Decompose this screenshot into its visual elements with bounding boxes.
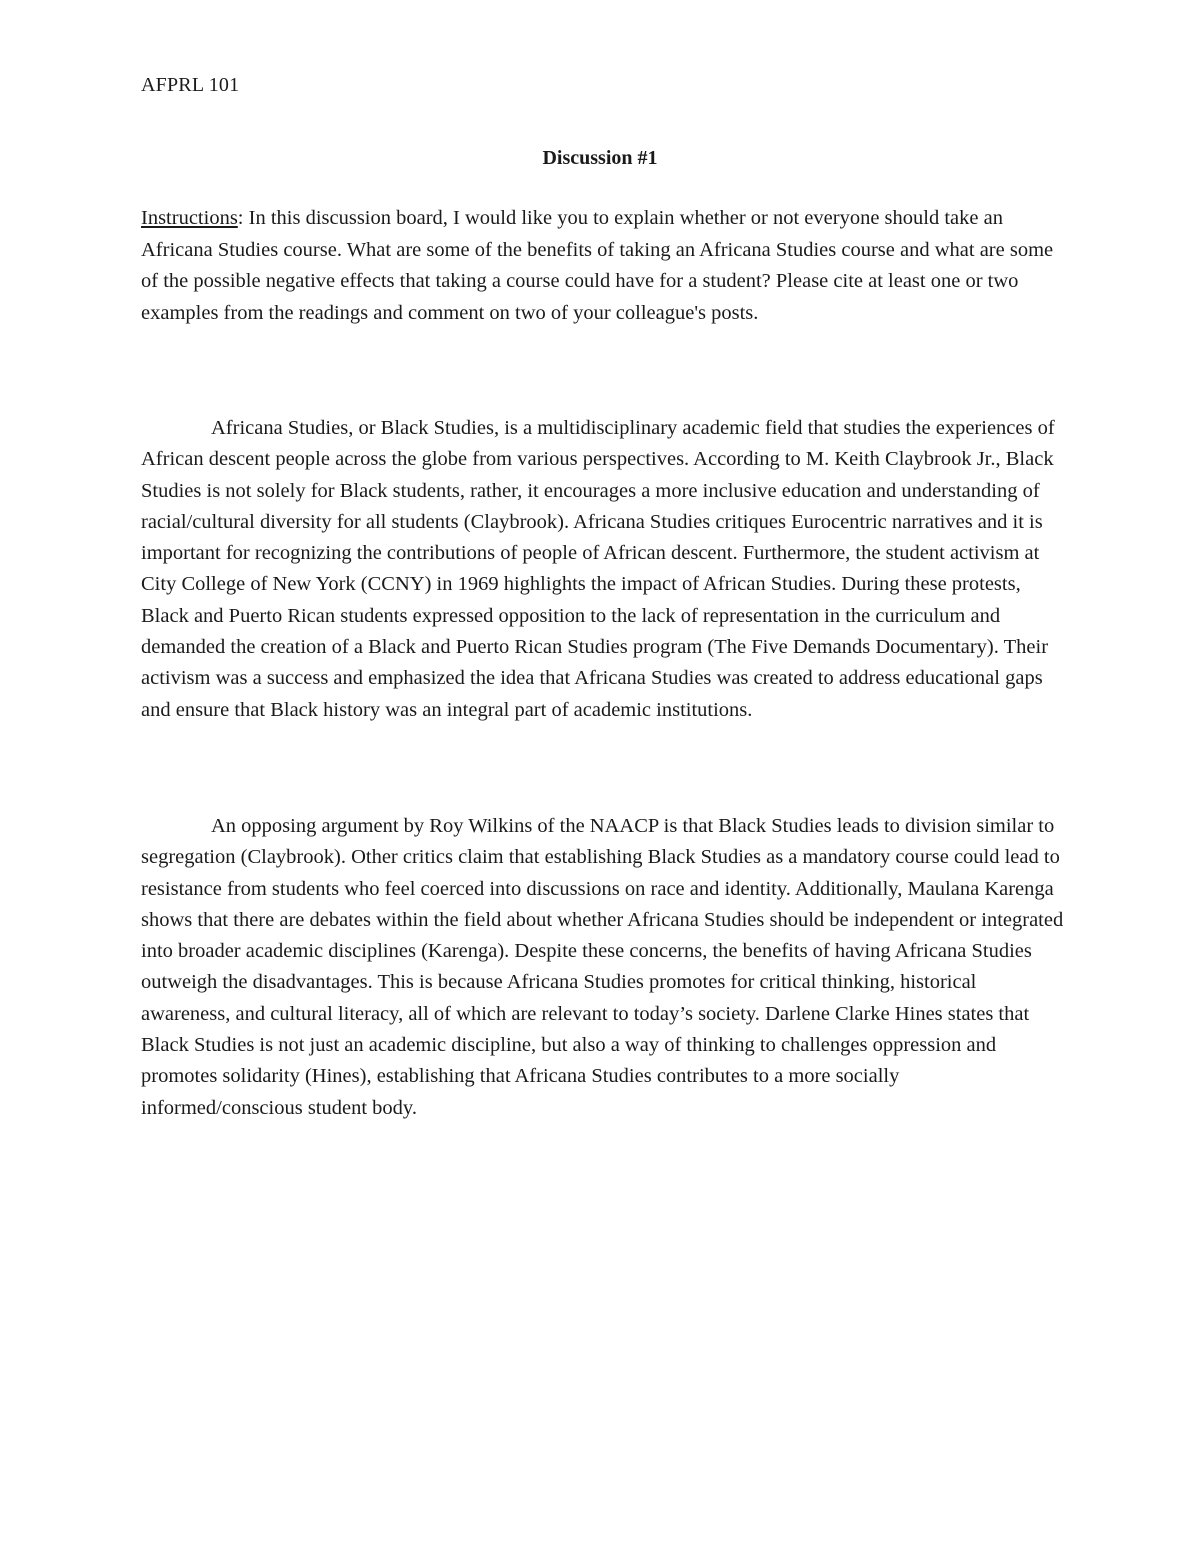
body-paragraph-2: An opposing argument by Roy Wilkins of the NAACP is that Black Studies leads to division similar to segregation (Claybrook). Other critics claim that establishing Black Studies as a mandatory course could lead to resistance from students who feel coerced into discussions on race and identity. Additionally, Maulana Karenga shows that there are debates within the field about whether Africana Studies should be independent or integrated into broader academic disciplines (Karenga). Despite these concerns, the benefits of having Africana Studies outweigh the disadvantages. This is because Africana Studies promotes for critical thinking, historical awareness, and cultural literacy, all of which are relevant to today’s society. Darlene Clarke Hines states that Black Studies is not just an academic discipline, but also a way of thinking to challenges oppression and promotes solidarity (Hines), establishing that Africana Studies contributes to a more socially informed/conscious student body. bbox=[141, 815, 1064, 1119]
body-paragraph-1: Africana Studies, or Black Studies, is a multidisciplinary academic field that studies the experiences of African descent people across the globe from various perspectives. According to M. Keith Claybrook Jr., Black Studies is not solely for Black students, rather, it encourages a more inclusive education and understanding of racial/cultural diversity for all students (Claybrook). Africana Studies critiques Eurocentric narratives and it is important for recognizing the contributions of people of African descent. Furthermore, the student activism at City College of New York (CCNY) in 1969 highlights the impact of African Studies. During these protests, Black and Puerto Rican students expressed opposition to the lack of representation in the curriculum and demanded the creation of a Black and Puerto Rican Studies program (The Five Demands Documentary). Their activism was a success and emphasized the idea that Africana Studies was created to address educational gaps and ensure that Black history was an integral part of academic institutions. bbox=[141, 417, 1055, 721]
page-title: Discussion #1 bbox=[542, 147, 658, 169]
course-code-header: AFPRL 101 bbox=[141, 74, 240, 96]
instructions-block bbox=[141, 203, 1066, 329]
instructions-label: Instructions bbox=[141, 207, 238, 229]
instructions-text: : In this discussion board, I would like you to explain whether or not everyone should take an Africana Studies course. What are some of the benefits of taking an Africana Studies course and what are some of the possible negative effects that taking a course could have for a student? Please cite at least one or two examples from the readings and comment on two of your colleague's posts. bbox=[141, 207, 1054, 324]
